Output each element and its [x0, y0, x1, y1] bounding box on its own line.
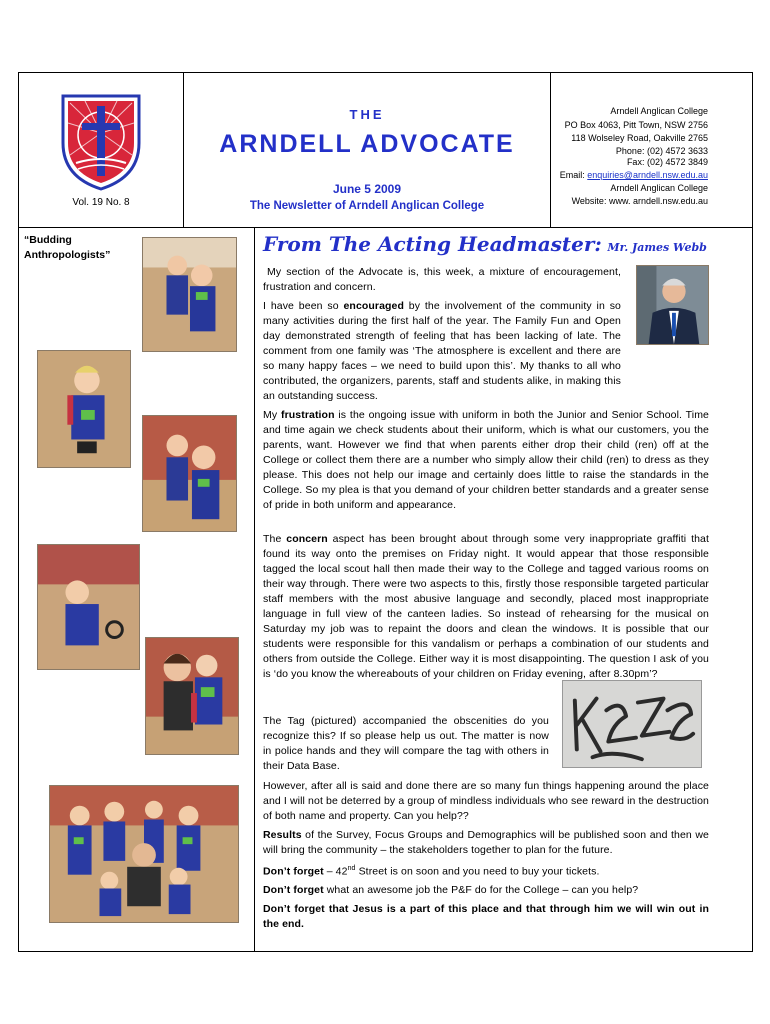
p2-bold: encouraged [343, 300, 404, 312]
photo-children-sandpit-2 [142, 415, 237, 532]
caption-line-1: “Budding [24, 234, 72, 246]
volume-number: Vol. 19 No. 8 [72, 197, 130, 208]
p3-bold: frustration [280, 409, 335, 421]
p8-text-a: – 42 [323, 865, 348, 878]
paragraph-jesus [263, 902, 709, 932]
title-prefix: THE [349, 107, 385, 122]
issue-date: June 5 2009 [332, 182, 402, 196]
college-crest-logo [60, 93, 142, 191]
graffiti-tag-image [562, 680, 702, 768]
website: Website: www. arndell.nsw.edu.au [571, 196, 708, 206]
photo-child-magnifier [37, 350, 131, 468]
paragraph-42nd-street [263, 861, 709, 880]
email-label: Email: [559, 170, 588, 180]
p7-bold: Results [263, 829, 302, 841]
street-address: 118 Wolseley Road, Oakville 2765 [571, 133, 708, 143]
p10-text: Don’t forget that Jesus is a part of this place and that through him we will win out in the end. [263, 903, 709, 930]
p4-text-a: The [263, 533, 287, 545]
paragraph-intro: My section of the Advocate is, this week, a mixture of encouragement, frustration and concern. [263, 266, 621, 293]
p4-text-b: aspect has been brought about through some very inappropriate graffiti that found its way onto the premises on Friday night. It would appear that those responsible tagged the local scout hall then made their way to the College and tagged various rooms on their way through. There were two aspects to this, firstly those responsible targeted particular staff members with the most abusive language and secondly, placed most inappropriate language in full view of the canteen ladies. So instead of rehearsing for the musical on Saturday my job was to repaint the doors and clean the windows. It is possible that our students were responsible for this vandalism or perhaps a combination of our students and others from outside the College. Either way it is most disappointing. The question I ask of you is ‘do you know the whereabouts of your children on Friday evening, after 8.30pm’? [263, 533, 709, 680]
college-name: Arndell Anglican College [610, 106, 708, 116]
p2-text-b: by the involvement of the community in so many activities during the first half of the year. The Family Fun and Open day demonstrated strength of feeling that has been lacking of late. The comment from one family was ‘The atmosphere is excellent and there are so many happy faces – we need to build upon this’. My thanks to all who contributed, the organizers, parents, staff and students alike, in making this an outstanding success. [263, 300, 621, 402]
photo-group-children [49, 785, 239, 923]
p8-sup: nd [347, 865, 356, 872]
p3-text-b: is the ongoing issue with uniform in both the Junior and Senior School. Time and time again we check students about their uniform, which is what our customers, you the parents, want. However we find that when parents either drop their child (ren) off at the College or collect them there are a number who simply allow their child (ren) to dress as they please. This does not help our image and certainly does little to raise the standards in the College. So my plea is that you demand of your children better standards and a greater sense of pride in both uniform and appearance. [263, 409, 709, 511]
paragraph-results [263, 828, 709, 858]
p9-text: what an awesome job the P&F do for the College – can you help? [323, 884, 639, 896]
photo-child-digging [37, 544, 140, 670]
photo-teacher-with-children [145, 637, 239, 755]
headline-text: From The Acting Headmaster: [263, 232, 602, 256]
paragraph-concern [263, 532, 709, 682]
paragraph-however: However, after all is said and done there are so many fun things happening around the place and I will not be deterred by a group of mindless individuals who see reward in the destruction of both name and property. Can you help?? [263, 780, 709, 822]
sidebar-divider [254, 228, 255, 952]
p2-text-a: I have been so [263, 300, 344, 312]
paragraph-tag: The Tag (pictured) accompanied the obscenities do you recognize this? If so please help us out. The matter is now in police hands and they will compare the tag with others in their Data Base. [263, 715, 549, 772]
email-line [560, 170, 708, 180]
article-headline [263, 232, 707, 256]
p8-bold: Don’t forget [263, 865, 324, 878]
email-link[interactable]: enquiries@arndell.nsw.edu.au [587, 170, 708, 180]
college-name-2: Arndell Anglican College [610, 183, 708, 193]
p8-text-b: Street is on soon and you need to buy your tickets. [355, 865, 600, 878]
p9-bold: Don’t forget [263, 884, 324, 896]
phone-number: Phone: (02) 4572 3633 [615, 146, 708, 156]
header-divider-right [550, 72, 551, 228]
byline: Mr. James Webb [607, 241, 707, 254]
fax-number: Fax: (02) 4572 3849 [626, 157, 708, 167]
newsletter-title: ARNDELL ADVOCATE [219, 130, 515, 158]
photo-caption [24, 233, 124, 263]
newsletter-subtitle: The Newsletter of Arndell Anglican College [249, 200, 485, 212]
po-box: PO Box 4063, Pitt Town, NSW 2756 [564, 120, 708, 130]
p3-text-a: My [263, 409, 281, 421]
photo-children-sandpit-1 [142, 237, 237, 352]
paragraph-frustration [263, 408, 709, 513]
photo-headmaster [636, 265, 709, 345]
paragraph-encouraged [263, 299, 621, 404]
p7-text: of the Survey, Focus Groups and Demographics will be published soon and then we will bring the community – the stakeholders together to plan for the future. [263, 829, 709, 856]
paragraph-pandf [263, 883, 709, 898]
caption-line-2: Anthropologists” [24, 249, 111, 261]
p4-bold: concern [286, 533, 328, 545]
